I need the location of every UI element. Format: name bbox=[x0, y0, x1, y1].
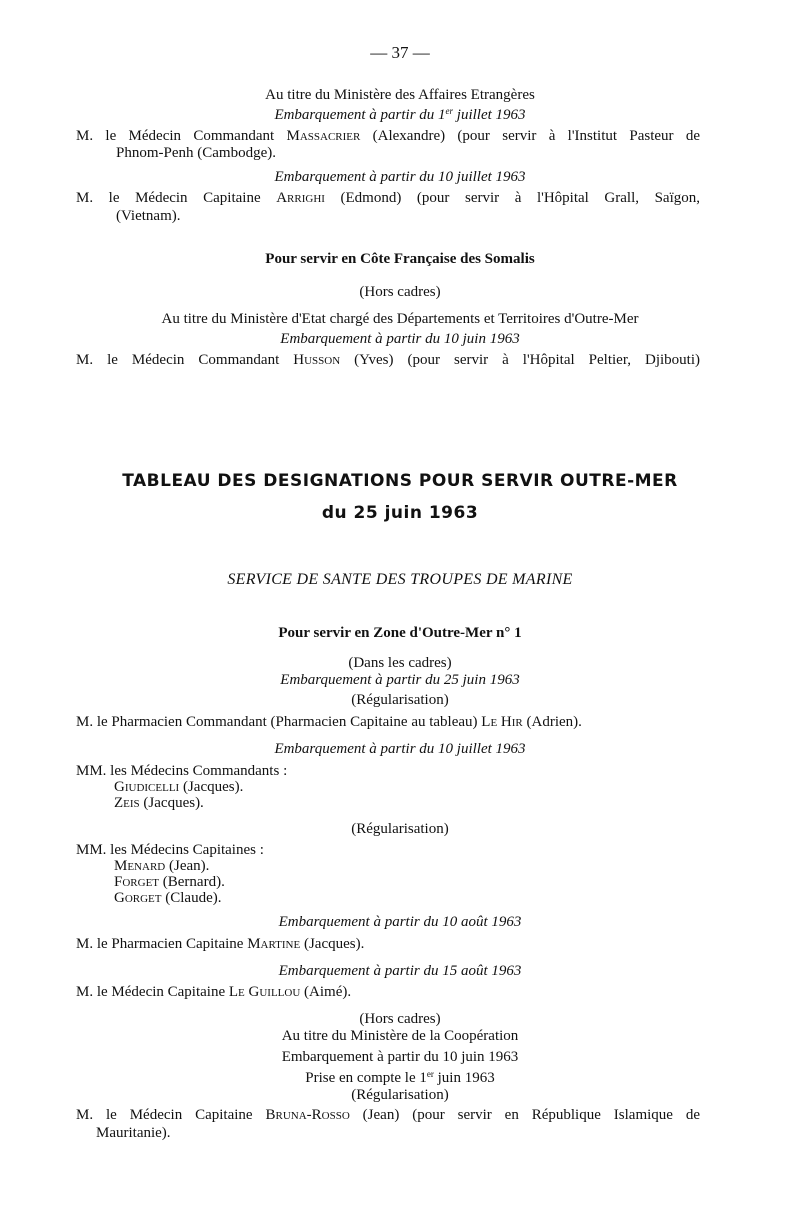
entry-menard: Menard (Jean). bbox=[114, 858, 210, 874]
entry-massacrier: M. le Médecin Commandant Massacrier (Alexandre) (pour servir à l'Institut Pasteur de bbox=[76, 128, 700, 144]
regularisation-3: (Régularisation) bbox=[351, 1087, 449, 1103]
entry-le-guillou: M. le Médecin Capitaine Le Guillou (Aimé). bbox=[76, 984, 352, 1000]
prise-en-compte: Prise en compte le 1er juin 1963 bbox=[305, 1069, 495, 1086]
entry-arrighi: M. le Médecin Capitaine Arrighi (Edmond) (pour servir à l'Hôpital Grall, Saïgon, bbox=[76, 190, 700, 206]
entry-husson: M. le Médecin Commandant Husson (Yves) (pour servir à l'Hôpital Peltier, Djibouti) bbox=[76, 352, 700, 368]
ministry-cooperation: Au titre du Ministère de la Coopération bbox=[281, 1028, 519, 1044]
medecins-commandants: MM. les Médecins Commandants : bbox=[76, 763, 288, 779]
regularisation-2: (Régularisation) bbox=[351, 821, 449, 837]
embarquement-1-juillet: Embarquement à partir du 1er juillet 1963 bbox=[274, 106, 526, 123]
entry-zeis: Zeis (Jacques). bbox=[114, 795, 204, 811]
embarquement-10-juillet: Embarquement à partir du 10 juillet 1963 bbox=[274, 169, 526, 185]
embarquement-15-aout: Embarquement à partir du 15 août 1963 bbox=[278, 963, 522, 979]
medecins-capitaines: MM. les Médecins Capitaines : bbox=[76, 842, 264, 858]
tableau-date: du 25 juin 1963 bbox=[321, 503, 479, 523]
dans-les-cadres: (Dans les cadres) bbox=[348, 655, 452, 671]
tableau-title: TABLEAU DES DESIGNATIONS POUR SERVIR OUTRE-MER bbox=[122, 471, 678, 491]
entry-forget: Forget (Bernard). bbox=[114, 874, 225, 890]
service-title: SERVICE DE SANTE DES TROUPES DE MARINE bbox=[227, 571, 573, 588]
heading-cote-francaise-somalis: Pour servir en Côte Française des Somalis bbox=[265, 251, 535, 267]
entry-gorget: Gorget (Claude). bbox=[114, 890, 222, 906]
hors-cadres-1: (Hors cadres) bbox=[359, 284, 441, 300]
zone-heading: Pour servir en Zone d'Outre-Mer n° 1 bbox=[278, 625, 522, 641]
embarquement-10-juin: Embarquement à partir du 10 juin 1963 bbox=[280, 331, 520, 347]
entry-arrighi-cont: (Vietnam). bbox=[116, 208, 181, 224]
embarquement-10-juin-2: Embarquement à partir du 10 juin 1963 bbox=[281, 1049, 519, 1065]
ministry-etat-dom-tom: Au titre du Ministère d'Etat chargé des Départements et Territoires d'Outre-Mer bbox=[161, 311, 639, 327]
regularisation-1: (Régularisation) bbox=[351, 692, 449, 708]
entry-massacrier-cont: Phnom-Penh (Cambodge). bbox=[116, 145, 276, 161]
embarquement-10-aout: Embarquement à partir du 10 août 1963 bbox=[278, 914, 522, 930]
entry-bruna-rosso-cont: Mauritanie). bbox=[96, 1125, 171, 1141]
ministry-affaires-etrangeres: Au titre du Ministère des Affaires Etrangères bbox=[265, 87, 535, 103]
page-number: — 37 — bbox=[370, 43, 430, 62]
entry-le-hir: M. le Pharmacien Commandant (Pharmacien Capitaine au tableau) Le Hir (Adrien). bbox=[76, 714, 582, 730]
entry-martine: M. le Pharmacien Capitaine Martine (Jacques). bbox=[76, 936, 365, 952]
embarquement-25-juin: Embarquement à partir du 25 juin 1963 bbox=[280, 672, 520, 688]
hors-cadres-2: (Hors cadres) bbox=[359, 1011, 441, 1027]
entry-bruna-rosso: M. le Médecin Capitaine Bruna-Rosso (Jean) (pour servir en République Islamique de bbox=[76, 1107, 700, 1123]
entry-giudicelli: Giudicelli (Jacques). bbox=[114, 779, 244, 795]
embarquement-10-juillet-2: Embarquement à partir du 10 juillet 1963 bbox=[274, 741, 526, 757]
